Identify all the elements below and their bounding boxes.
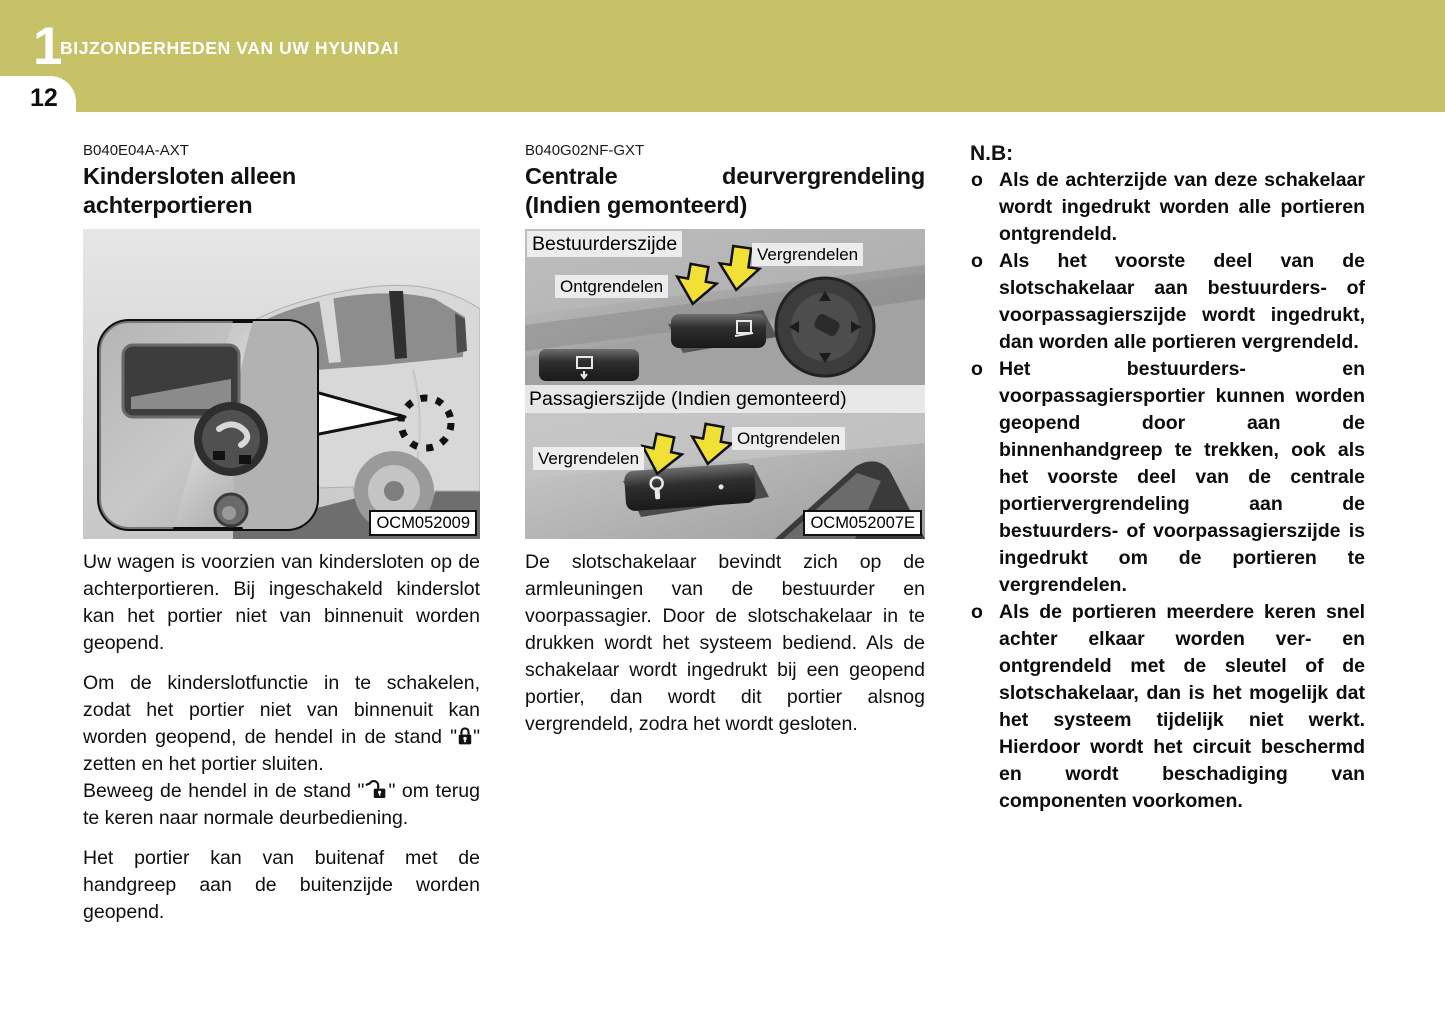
unlock-label: Ontgrendelen (555, 275, 668, 298)
paragraph: Uw wagen is voorzien van kindersloten op de achterportieren. Bij ingeschakeld kinderslot kan het portier niet van binnenuit worden geopend. (83, 551, 480, 654)
bullet-marker: o (971, 601, 983, 623)
chapter-title: BIJZONDERHEDEN VAN UW HYUNDAI (60, 38, 399, 58)
chapter-number: 1 (33, 17, 63, 76)
bullet-marker: o (971, 358, 983, 380)
passenger-side-banner: Passagierszijde (Indien gemonteerd) (525, 385, 925, 413)
title-line: Kindersloten alleen (83, 163, 296, 189)
column-child-locks (83, 142, 480, 926)
title-line: achterportieren (83, 192, 253, 218)
central-locking-text (525, 549, 925, 738)
note-item (970, 599, 1365, 815)
unlock-label: Ontgrendelen (732, 427, 845, 450)
paragraph (83, 778, 480, 832)
figure-caption: OCM052009 (369, 510, 477, 536)
central-locking-figure (525, 229, 925, 539)
section-code: B040G02NF-GXT (525, 142, 645, 159)
note-item (970, 167, 1365, 248)
chapter-header-bar (0, 0, 1445, 112)
note-text: Als de portieren meerdere keren snel achter elkaar worden ver- en ontgrendeld met de sleutel of de slotschakelaar, dan is het mogelijk dat het systeem tijdelijk niet werkt. Hierdoor wordt het circuit beschermd en wordt beschadiging van componenten voorkomen. (999, 601, 1365, 812)
note-text: Als het voorste deel van de slotschakelaar aan bestuurders- of voorpassagierszijde wordt ingedrukt, dan worden alle portieren vergrendeld. (999, 250, 1365, 353)
lock-label: Vergrendelen (533, 447, 644, 470)
text-run: Om de kinderslotfunctie in te schakelen, zodat het portier niet van binnenuit kan worden geopend, de hendel in de stand " (83, 672, 480, 748)
paragraph (83, 670, 480, 778)
text-run: Beweeg de hendel in de stand " (83, 780, 365, 802)
paragraph: De slotschakelaar bevindt zich op de armleuningen van de bestuurder en voorpassagier. Door de slotschakelaar in te drukken wordt het systeem bediend. Als de schakelaar wordt ingedrukt bij een geopend portier, dan wordt dit portier alsnog vergrendeld, zodra het wordt gesloten. (525, 551, 925, 735)
text-run: " zetten en het portier sluiten. (83, 726, 480, 775)
section-code: B040E04A-AXT (83, 142, 189, 159)
closed-padlock-icon (457, 725, 473, 746)
driver-side-label: Bestuurderszijde (527, 231, 682, 257)
column-notes (970, 142, 1365, 815)
paragraph: Het portier kan van buitenaf met de handgreep aan de buitenzijde worden geopend. (83, 847, 480, 923)
child-locks-text (83, 549, 480, 926)
text-run: " om terug te keren naar normale deurbediening. (83, 780, 480, 829)
section-title (525, 162, 925, 220)
notes-heading: N.B: (970, 142, 1014, 165)
page-number: 12 (30, 84, 58, 112)
title-line: Centrale deurvergrendeling (525, 163, 925, 189)
notes-list (970, 167, 1365, 815)
lock-label: Vergrendelen (752, 243, 863, 266)
window-switch (539, 349, 639, 381)
section-title (83, 162, 480, 220)
note-text: Het bestuurders- en voorpassagiersportier kunnen worden geopend door aan de binnenhandgreep te trekken, ook als het voorste deel van de centrale portiervergrendeling aan de bestuurders- of voorpassagierszijde is ingedrukt om de portieren te vergrendelen. (999, 358, 1365, 596)
note-item (970, 248, 1365, 356)
bullet-marker: o (971, 250, 983, 272)
car-illustration (83, 229, 480, 539)
figure-caption: OCM052007E (803, 510, 922, 536)
column-central-locking (525, 142, 925, 738)
bullet-marker: o (971, 169, 983, 191)
note-text: Als de achterzijde van deze schakelaar wordt ingedrukt worden alle portieren ontgrendeld. (999, 169, 1365, 245)
note-item (970, 356, 1365, 599)
child-lock-figure (83, 229, 480, 539)
title-line: (Indien gemonteerd) (525, 192, 748, 218)
open-padlock-icon (364, 779, 388, 800)
